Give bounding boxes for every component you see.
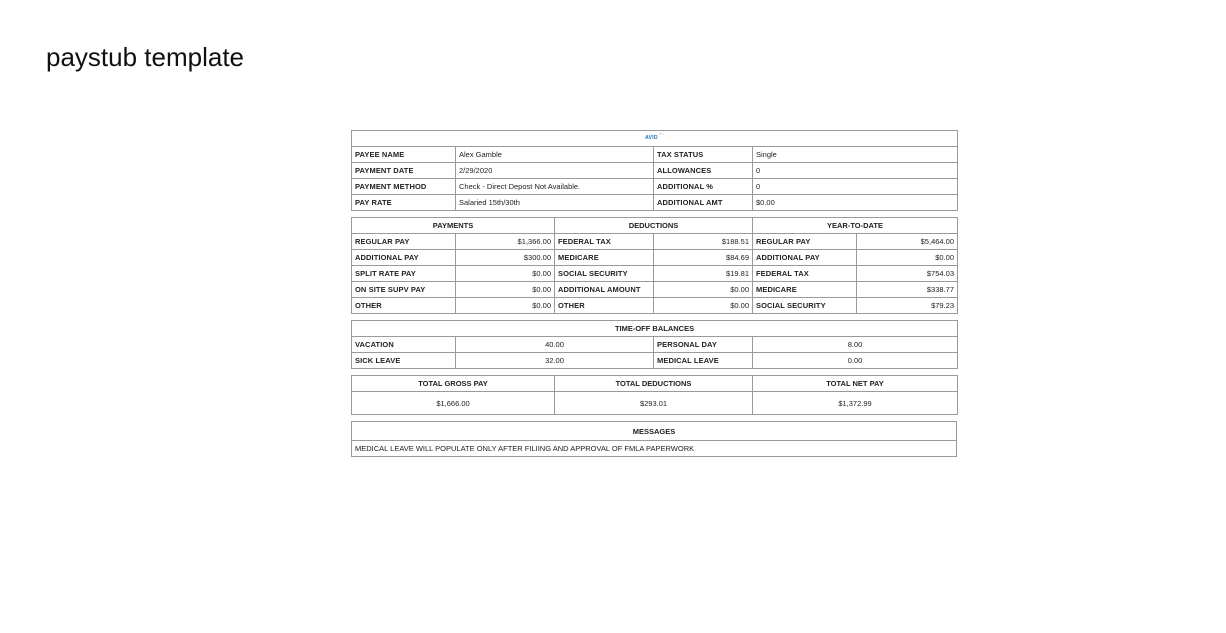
ytd-label: ADDITIONAL PAY (753, 250, 857, 266)
total-gross-pay-value: $1,666.00 (352, 392, 555, 415)
time-off-label: SICK LEAVE (352, 353, 456, 369)
totals-table (351, 375, 958, 415)
page-title: paystub template (46, 42, 245, 72)
payee-label: TAX STATUS (654, 147, 753, 163)
time-off-label: MEDICAL LEAVE (654, 353, 753, 369)
deduction-label: OTHER (555, 298, 654, 314)
deduction-value: $0.00 (654, 298, 753, 314)
payee-label: ALLOWANCES (654, 163, 753, 179)
time-off-table (351, 320, 958, 369)
messages-body-row (352, 441, 957, 457)
payment-value: $1,366.00 (456, 234, 555, 250)
payee-row (352, 195, 958, 211)
time-off-value: 32.00 (456, 353, 654, 369)
total-deductions-value: $293.01 (555, 392, 753, 415)
payment-label: SPLIT RATE PAY (352, 266, 456, 282)
total-gross-pay-label: TOTAL GROSS PAY (352, 376, 555, 392)
payee-value: Single (753, 147, 958, 163)
deduction-value: $19.81 (654, 266, 753, 282)
payment-label: ON SITE SUPV PAY (352, 282, 456, 298)
payee-label: ADDITIONAL % (654, 179, 753, 195)
deduction-value: $0.00 (654, 282, 753, 298)
payee-label: ADDITIONAL AMT (654, 195, 753, 211)
deduction-label: FEDERAL TAX (555, 234, 654, 250)
time-off-label: VACATION (352, 337, 456, 353)
message-text: MEDICAL LEAVE WILL POPULATE ONLY AFTER FILIING AND APPROVAL OF FMLA PAPERWORK (352, 441, 957, 457)
payee-label: PAYMENT METHOD (352, 179, 456, 195)
payee-value: 0 (753, 163, 958, 179)
payment-label: REGULAR PAY (352, 234, 456, 250)
payee-value: Salaried 15th/30th (456, 195, 654, 211)
total-deductions-label: TOTAL DEDUCTIONS (555, 376, 753, 392)
ytd-label: FEDERAL TAX (753, 266, 857, 282)
ytd-label: SOCIAL SECURITY (753, 298, 857, 314)
earnings-row (352, 234, 958, 250)
time-off-header-row (352, 321, 958, 337)
deduction-label: SOCIAL SECURITY (555, 266, 654, 282)
paystub (351, 130, 957, 457)
earnings-row (352, 282, 958, 298)
ytd-value: $5,464.00 (857, 234, 958, 250)
payments-header: PAYMENTS (352, 218, 555, 234)
deductions-header: DEDUCTIONS (555, 218, 753, 234)
total-net-pay-value: $1,372.99 (753, 392, 958, 415)
time-off-value: 40.00 (456, 337, 654, 353)
messages-header-row (352, 422, 957, 441)
deduction-label: ADDITIONAL AMOUNT (555, 282, 654, 298)
earnings-header-row (352, 218, 958, 234)
payee-row (352, 147, 958, 163)
payment-value: $300.00 (456, 250, 555, 266)
company-logo (639, 131, 670, 144)
payee-label: PAYMENT DATE (352, 163, 456, 179)
earnings-row (352, 298, 958, 314)
ytd-header: YEAR-TO-DATE (753, 218, 958, 234)
payee-label: PAYEE NAME (352, 147, 456, 163)
time-off-row (352, 337, 958, 353)
payee-row (352, 163, 958, 179)
logo-row (352, 131, 958, 147)
time-off-row (352, 353, 958, 369)
time-off-value: 0.00 (753, 353, 958, 369)
payment-value: $0.00 (456, 266, 555, 282)
logo-text: AVID (645, 135, 658, 141)
totals-header-row (352, 376, 958, 392)
total-net-pay-label: TOTAL NET PAY (753, 376, 958, 392)
time-off-value: 8.00 (753, 337, 958, 353)
payment-value: $0.00 (456, 282, 555, 298)
payment-label: ADDITIONAL PAY (352, 250, 456, 266)
deduction-value: $84.69 (654, 250, 753, 266)
ytd-value: $79.23 (857, 298, 958, 314)
payee-value: 2/29/2020 (456, 163, 654, 179)
earnings-table (351, 217, 958, 314)
payment-label: OTHER (352, 298, 456, 314)
payment-value: $0.00 (456, 298, 555, 314)
payee-row (352, 179, 958, 195)
ytd-value: $0.00 (857, 250, 958, 266)
ytd-value: $754.03 (857, 266, 958, 282)
deduction-label: MEDICARE (555, 250, 654, 266)
ytd-label: MEDICARE (753, 282, 857, 298)
earnings-row (352, 250, 958, 266)
messages-table (351, 421, 957, 457)
earnings-row (352, 266, 958, 282)
payee-info-table (351, 130, 958, 211)
deduction-value: $188.51 (654, 234, 753, 250)
time-off-header: TIME-OFF BALANCES (352, 321, 958, 337)
time-off-label: PERSONAL DAY (654, 337, 753, 353)
ytd-label: REGULAR PAY (753, 234, 857, 250)
messages-header: MESSAGES (352, 422, 957, 441)
logo-swoosh-icon: ⌒ (657, 135, 664, 141)
payee-value: 0 (753, 179, 958, 195)
payee-label: PAY RATE (352, 195, 456, 211)
payee-value: $0.00 (753, 195, 958, 211)
payee-value: Alex Gamble (456, 147, 654, 163)
ytd-value: $338.77 (857, 282, 958, 298)
totals-value-row (352, 392, 958, 415)
payee-value: Check - Direct Depost Not Available. (456, 179, 654, 195)
